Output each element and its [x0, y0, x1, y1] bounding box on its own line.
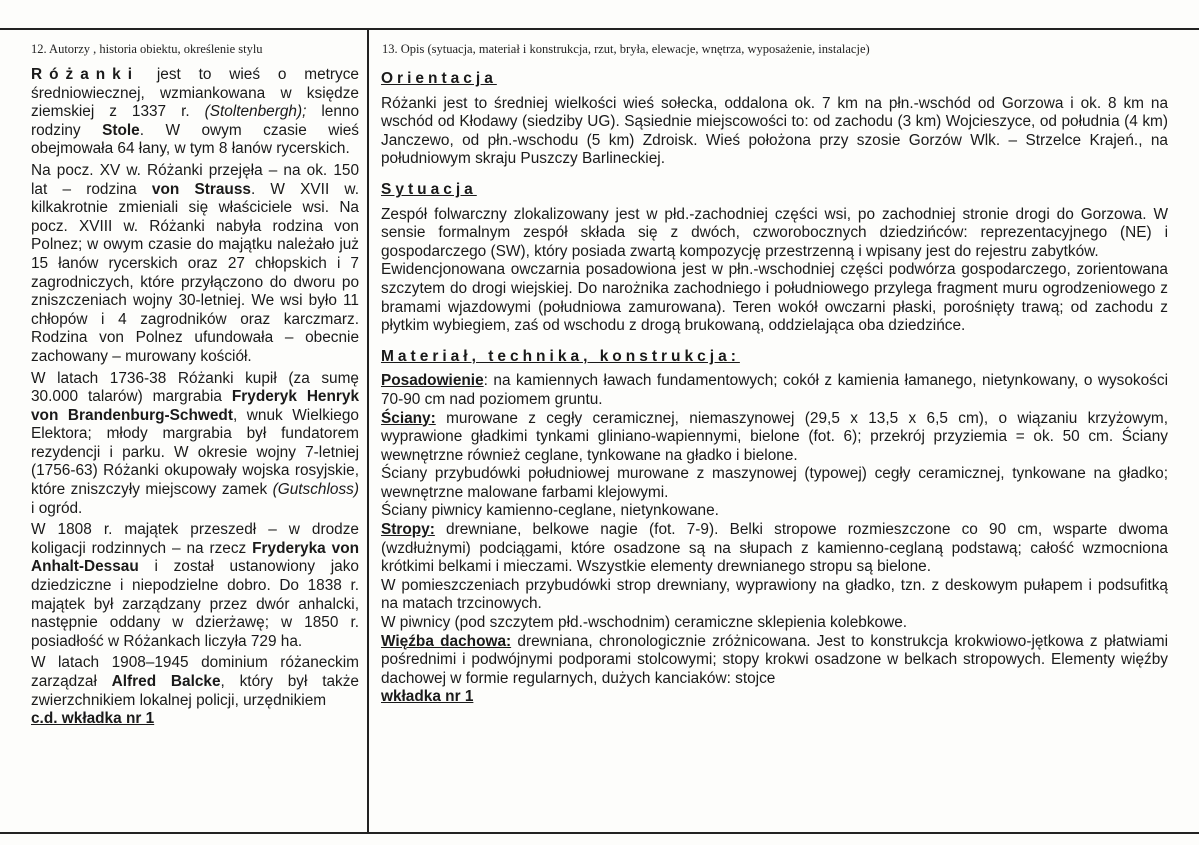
insert-note: wkładka nr 1 [381, 688, 474, 706]
column-divider [367, 28, 369, 832]
orientacja-text: Różanki jest to średniej wielkości wieś sołecka, oddalona ok. 7 km na płn.-wschód od Gorzowa i ok. 8 km na wschód od Kłodawy (siedziby UG). Sąsiednie miejscowości to: od zachodu (3 km) Wojcieszyce, od południa (4 km) Janczewo, od płn.-wschodu (5 km) Zdroisk. Wieś położona przy szosie Gorzów Wlk. – Strzelce Krajeń., na południowym skraju Puszczy Barlineckiej. [381, 94, 1168, 168]
section-heading-sytuacja: Sytuacja [381, 180, 477, 198]
top-border [0, 28, 1199, 30]
posadowienie-text: Posadowienie: na kamiennych ławach fundamentowych; cokół z kamienia łamanego, nietynkowany, o wysokości 70-90 cm nad poziomem gruntu. [381, 372, 1168, 408]
sytuacja-text: Ewidencjonowana owczarnia posadowiona jest w płn.-wschodniej części podwórza gospodarczego, zorientowana szczytem do drogi wiejskiej. Do narożnika zachodniego i południowego przylega fragment muru ogrodzeniowego z bramami wjazdowymi (południowa zamurowana). Teren wokół owczarni płaski, porośnięty trawą; od zachodu z płytkim wybiegiem, zaś od wschodu z drogą brukowaną, oddzielająca oba dziedzińce. [381, 261, 1168, 335]
sytuacja-text: Zespół folwarczny zlokalizowany jest w płd.-zachodniej części wsi, po zachodniej stronie drogi do Gorzowa. W sensie formalnym zespół składa się z dwóch, czworobocznych dziedzińców: reprezentacyjnego (NE) i gospodarczego (SW), który posiada zwartą kompozycję przestrzenną i wpisany jest do rejestru zabytków. [381, 205, 1168, 260]
stropy-text: W pomieszczeniach przybudówki strop drewniany, wyprawiony na gładko, tzn. z deskowym pułapem i podsufitką na matach trzcinowych. [381, 576, 1168, 613]
sciany-text: Ściany: murowane z cegły ceramicznej, niemaszynowej (29,5 x 13,5 x 6,5 cm), o wiązaniu krzyżowym, wyprawione gładkimi tynkami gliniano-wapiennymi, bielone (fot. 6); przekrój przyziemia = ok. 50 cm. Ściany wewnętrzne również ceglane, tynkowane na gładko i bielone. [381, 409, 1168, 464]
wiezba-label: Więźba dachowa: [381, 632, 512, 650]
history-paragraph: W latach 1736-38 Różanki kupił (za sumę 30.000 talarów) margrabia Fryderyk Henryk von Brandenburg-Schwedt, wnuk Wielkiego Elektora; młody margrabia był fundatorem rezydencji i parku. W okresie wojny 7-letniej (1756-63) Różanki okupowały wojska rosyjskie, które zniszczyły miejscowy zamek (Gutschloss) i ogród. [31, 369, 359, 517]
stropy-text: W piwnicy (pod szczytem płd.-wschodnim) ceramiczne sklepienia kolebkowe. [381, 614, 908, 632]
continued-note: c.d. wkładka nr 1 [31, 710, 155, 728]
spacer [381, 336, 1168, 348]
right-column-header: 13. Opis (sytuacja, materiał i konstrukcja, rzut, bryła, elewacje, wnętrza, wyposażenie, instalacje) [382, 42, 870, 56]
history-paragraph: W 1808 r. majątek przeszedł – w drodze koligacji rodzinnych – na rzecz Fryderyka von Anhalt-Dessau i został ustanowiony jako dziedziczne i niepodzielne dobro. Do 1838 r. majątek był zarządzany przez dwór anhalcki, następnie oddany w dzierżawę; w 1850 r. posiadłość w Różankach liczyła 729 ha. [31, 521, 360, 650]
sciany-label: Ściany: [381, 409, 436, 427]
history-paragraph: W latach 1908–1945 dominium różaneckim zarządzał Alfred Balcke, który był także zwierzchnikiem lokalnej policji, urzędnikiem [31, 654, 359, 709]
section-heading-orientacja: Orientacja [381, 70, 497, 87]
spacer [381, 169, 1168, 181]
history-paragraph: Na pocz. XV w. Różanki przejęła – na ok. 150 lat – rodzina von Strauss. W XVII w. kilkakrotnie zmieniali się właściciele wsi. Na pocz. XVIII w. Różanki nabyła rodzina von Polnez; w owym czasie do majątku należało już 15 łanów rycerskich oraz 27 chłopskich i 7 zagrodniczych, które przyłączono do dworu po zniszczeniach wojny 30-letniej. We wsi było 11 chłopów i 4 zagrodników oraz karczmarz. Rodzina von Polnez ufundowała – obecnie zachowany – murowany kościół. [31, 161, 359, 365]
left-column-header: 12. Autorzy , historia obiektu, określenie stylu [31, 42, 263, 56]
section-heading-material: Materiał, technika, konstrukcja: [381, 347, 740, 365]
history-paragraph: Różanki jest to wieś o metryce średniowiecznej, wzmiankowana w księdze ziemskiej z 1337 r. (Stoltenbergh); lenno rodziny Stole. W owym czasie wieś obejmowała 64 łany, w tym 8 łanów rycerskich. [31, 66, 360, 158]
posadowienie-label: Posadowienie [381, 372, 484, 390]
stropy-label: Stropy: [381, 521, 435, 539]
sciany-text: Ściany przybudówki południowej murowane z maszynowej (typowej) cegły ceramicznej, tynkowane na gładko; wewnętrzne malowane farbami klejowymi. [381, 465, 1168, 501]
history-column [31, 66, 359, 729]
sciany-text: Ściany piwnicy kamienno-ceglane, nietynkowane. [381, 502, 719, 520]
wiezba-text: Więźba dachowa: drewniana, chronologicznie zróżnicowana. Jest to konstrukcja krokwiowo-jętkowa z płatwiami pośrednimi i podwójnymi podporami stolcowymi; stopy krokwi osadzone w belkach stropowych. Elementy więźby dachowej w formie regularnych, dużych kanciaków: stojce [381, 632, 1168, 687]
bottom-border [0, 832, 1199, 834]
village-name: Różanki [31, 66, 140, 83]
description-column [381, 70, 1168, 707]
stropy-text: Stropy: drewniane, belkowe nagie (fot. 7-9). Belki stropowe rozmieszczone co 90 cm, wsparte dwoma (wzdłużnymi) podciągami, które osadzone są na słupach z kamienno-ceglaną podstawą; całość wzmocniona krótkimi belkami i mieczami. Wszystkie elementy drewnianego stropu są bielone. [381, 521, 1168, 576]
